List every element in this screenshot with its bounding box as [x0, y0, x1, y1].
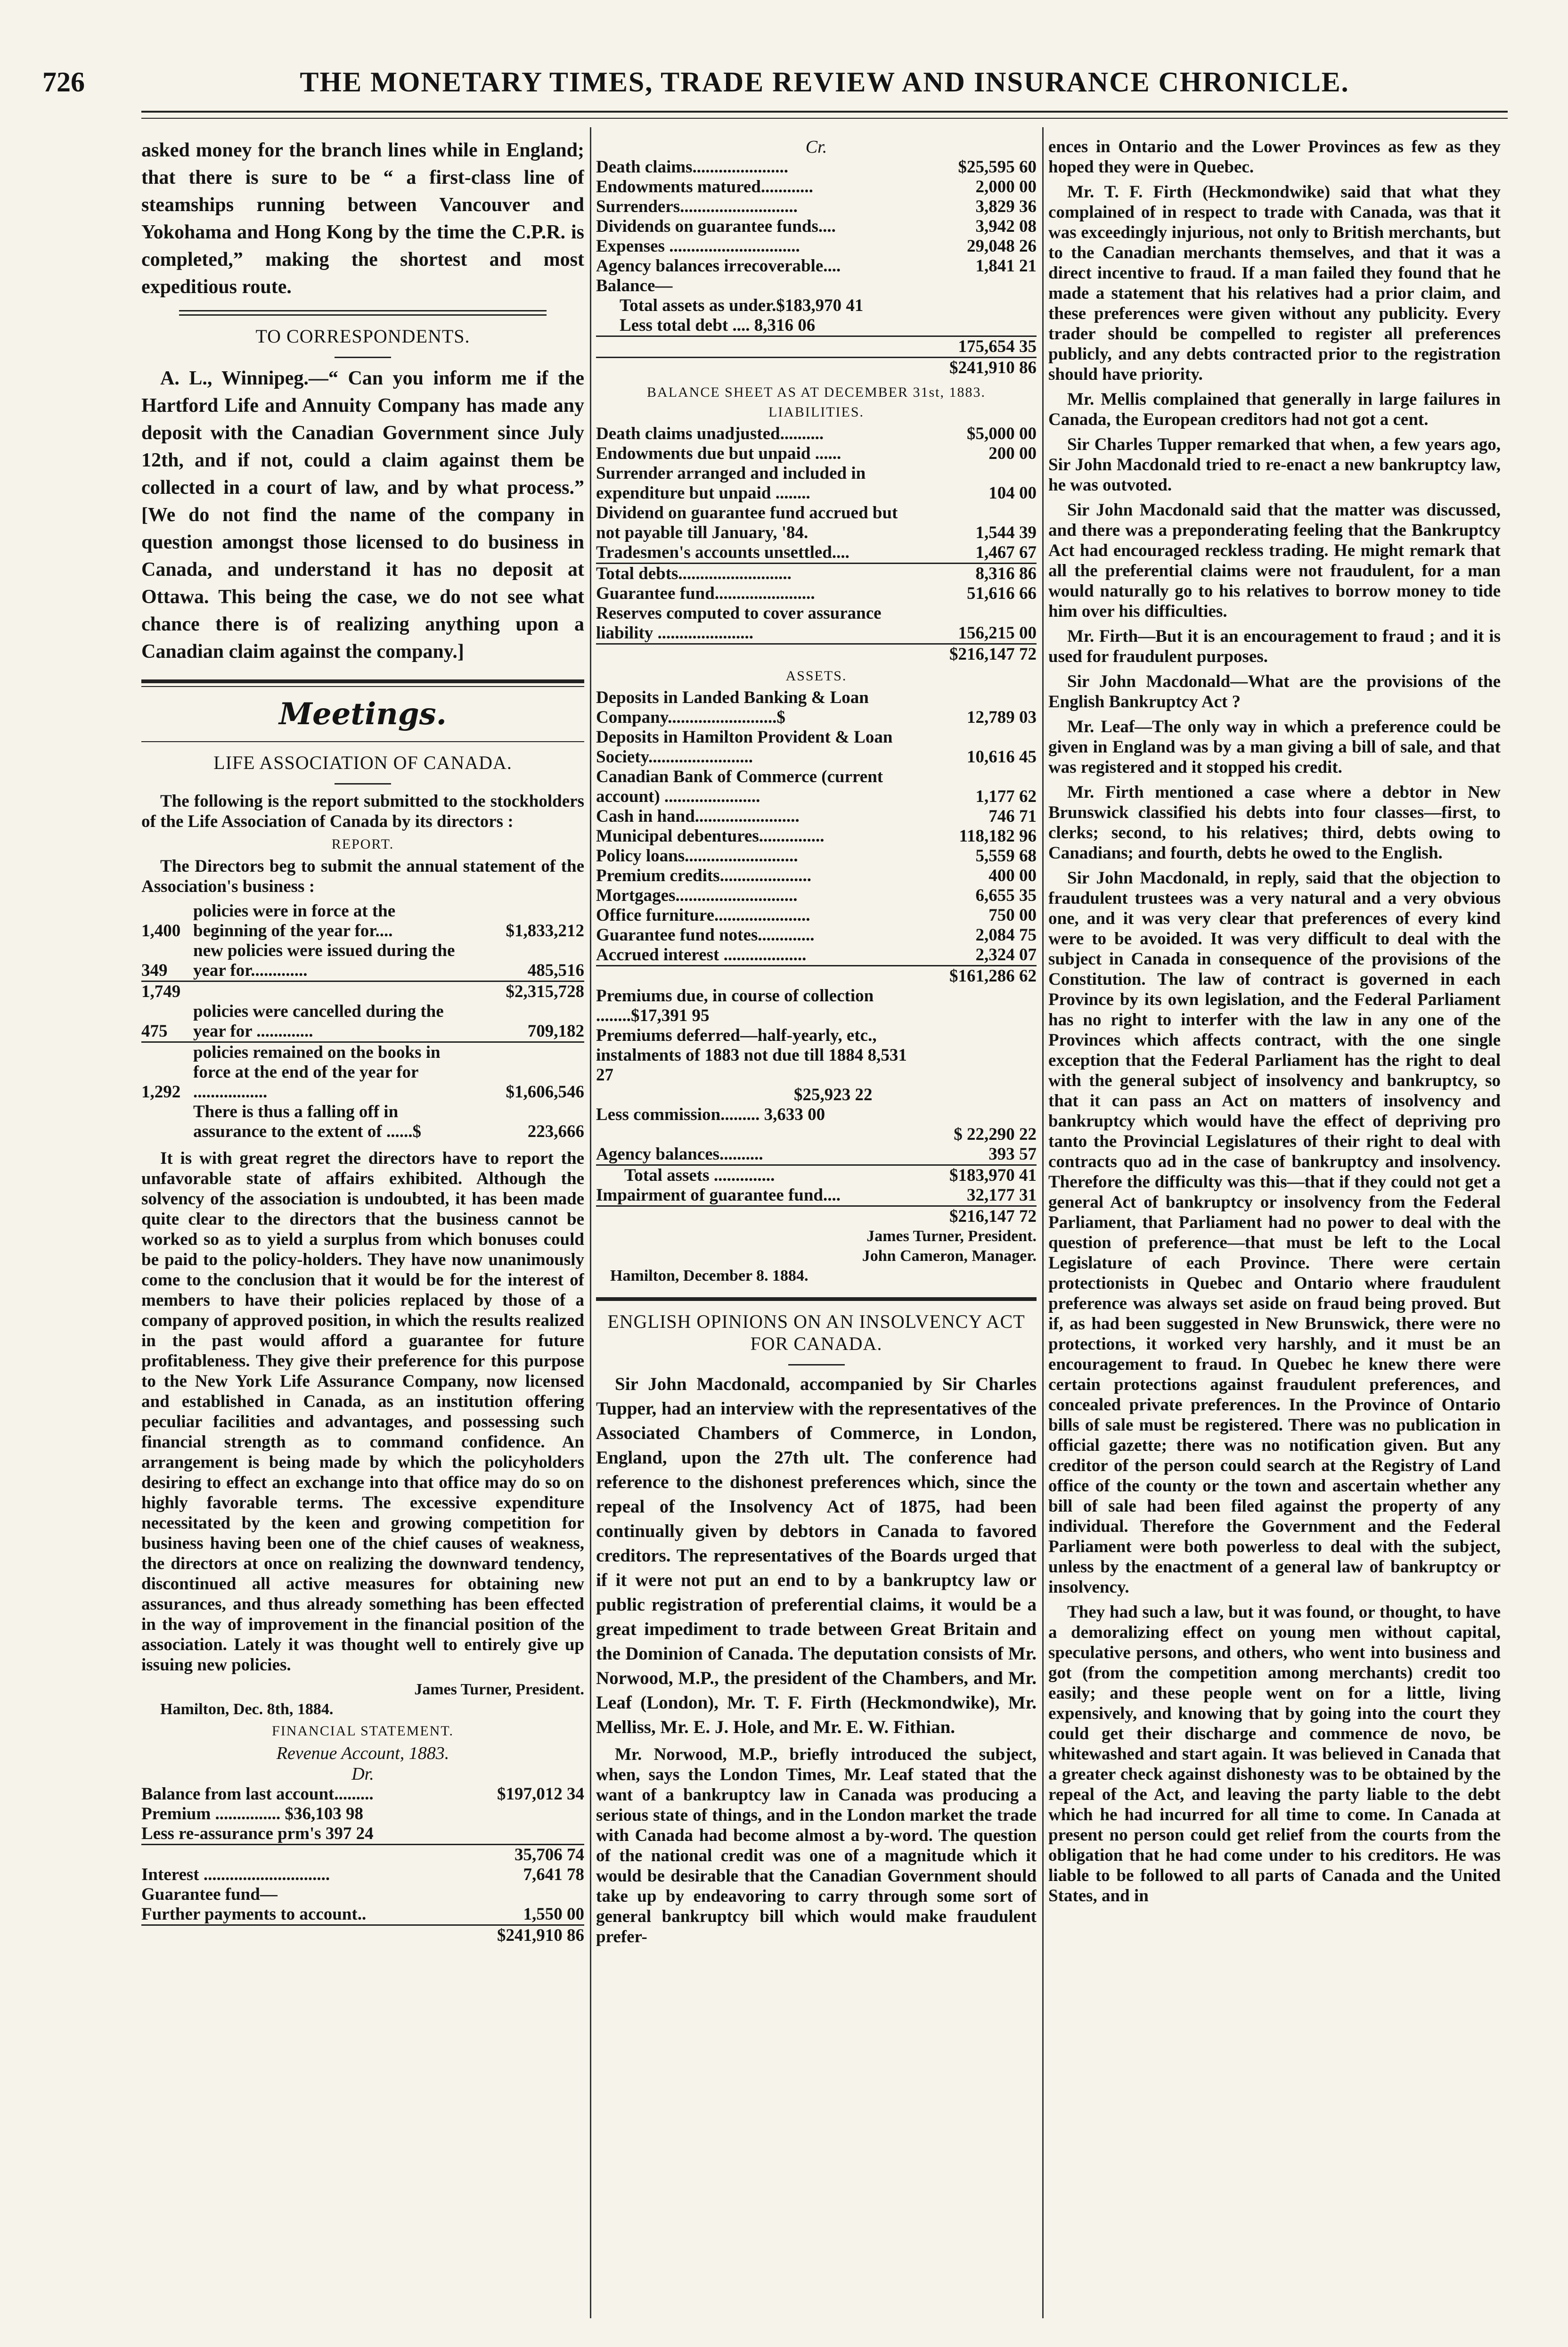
- signature-place: Hamilton, December 8. 1884.: [610, 1267, 808, 1284]
- table-row: Deposits in Hamilton Provident & Loan Society........................ 10,616 45: [596, 728, 1037, 767]
- signature: James Turner, President.: [866, 1227, 1037, 1245]
- table-row: Impairment of guarantee fund.... 32,177 31: [596, 1186, 1037, 1205]
- page-number: 726: [42, 66, 85, 98]
- premiums-table: [596, 986, 1037, 1227]
- meetings-heading: Meetings.: [279, 696, 447, 732]
- table-row: There is thus a falling off in assurance to the extent of ......$ 223,666: [193, 1102, 584, 1141]
- short-rule: [788, 1364, 845, 1366]
- table-row: Policy loans.......................... 5,559 68: [596, 846, 1037, 866]
- signature: James Turner, President.: [414, 1681, 584, 1698]
- article-paragraph: Mr. Firth—But it is an encouragement to fraud ; and it is used for fraudulent purposes.: [1048, 627, 1501, 666]
- table-row: Agency balances.......... 393 57: [596, 1145, 1037, 1164]
- article-paragraph: ences in Ontario and the Lower Provinces as few as they hoped they were in Quebec.: [1048, 137, 1501, 177]
- section-rule: [141, 679, 584, 683]
- english-paragraph: Sir John Macdonald, accompanied by Sir Charles Tupper, had an interview with the representatives of the Associated Chambers of Commerce, in London, England, upon the 27th ult. The conference had reference to the dishonest preferences which, since the repeal of the Insolvency Act of 1875, had been continually given by debtors in Canada to favored creditors. The representatives of the Boards urged that if it were not put an end to by a bankruptcy law or public registration of preferential claims, it would be a great impediment to trade between Great Britain and the Dominion of Canada. The deputation consists of Mr. Norwood, M.P., the president of the Chambers, and Mr. Leaf (London), Mr. T. F. Firth (Heckmondwike), Mr. Melliss, Mr. E. J. Hole, and Mr. E. W. Fithian.: [596, 1374, 1037, 1737]
- table-row: 1,400 policies were in force at the beginning of the year for.... $1,833,212: [141, 901, 584, 940]
- header-rule-thin: [141, 118, 1508, 119]
- table-row: $25,923 22: [794, 1085, 873, 1104]
- assets-label: ASSETS.: [785, 668, 847, 684]
- signature-place: Hamilton, Dec. 8th, 1884.: [160, 1701, 334, 1718]
- column-2: [596, 137, 1037, 2314]
- table-row: 475 policies were cancelled during the year for ............. 709,182: [141, 1002, 584, 1041]
- table-row: 349 new policies were issued during the year for............. 485,516: [141, 941, 584, 980]
- table-row: $241,910 86: [141, 1925, 584, 1946]
- table-row: Surrenders........................... 3,829 36: [596, 197, 1037, 216]
- header-rule: [141, 111, 1508, 113]
- table-row: $216,147 72: [596, 1206, 1037, 1227]
- column-divider: [590, 127, 591, 2318]
- table-row: Tradesmen's accounts unsettled.... 1,467 67: [596, 543, 1037, 562]
- table-row: $216,147 72: [596, 644, 1037, 665]
- article-paragraph: Sir Charles Tupper remarked that when, a few years ago, Sir John Macdonald tried to re-enact a new bankruptcy law, he was outvoted.: [1048, 435, 1501, 495]
- table-row: Premium ............... $36,103 98: [141, 1804, 364, 1824]
- policy-table: [141, 901, 584, 1142]
- credit-table: [596, 157, 1037, 378]
- article-paragraph: Mr. T. F. Firth (Heckmondwike) said that what they complained of in respect to trade with Canada, was that it was exceedingly injurious, not only to British merchants, but to the Canadian merchants themselves, and that it was a direct incentive to fraud. If a man failed they found that he made a statement that his relatives had a prior claim, and these preferences were given without any publicity. Every trader should be compelled to register all preferences publicly, and any debts contracted prior to the registration should have priority.: [1048, 182, 1501, 384]
- table-row: Dividends on guarantee funds.... 3,942 08: [596, 217, 1037, 236]
- table-row: Endowments due but unpaid ...... 200 00: [596, 444, 1037, 463]
- table-row: Cash in hand........................ 746 71: [596, 807, 1037, 826]
- table-row: Death claims...................... $25,595 60: [596, 157, 1037, 177]
- table-row: Municipal debentures............... 118,182 96: [596, 826, 1037, 846]
- correspondents-heading: TO CORRESPONDENTS.: [255, 326, 470, 347]
- table-row: $161,286 62: [596, 966, 1037, 987]
- section-rule: [141, 741, 584, 742]
- table-row: Canadian Bank of Commerce (current account) ...................... 1,177 62: [596, 767, 1037, 806]
- table-row: $241,910 86: [596, 358, 1037, 378]
- table-row: Premium credits..................... 400 00: [596, 866, 1037, 885]
- page-title: THE MONETARY TIMES, TRADE REVIEW AND INSURANCE CHRONICLE.: [300, 66, 1349, 98]
- table-row: Total assets .............. $183,970 41: [596, 1165, 1037, 1186]
- table-row: Interest ............................. 7,641 78: [141, 1865, 584, 1884]
- table-row: Mortgages............................ 6,655 35: [596, 886, 1037, 905]
- article-paragraph: Sir John Macdonald said that the matter was discussed, and there was a preponderating feeling that the Bankruptcy Act had encouraged reckless trading. He might remark that all the preferential claims were not fraudulent, for a man would naturally go to his relatives to borrow money to tide him over his difficulties.: [1048, 500, 1501, 621]
- english-opinions-heading: ENGLISH OPINIONS ON AN INSOLVENCY ACT FOR CANADA.: [607, 1311, 1025, 1354]
- table-row: Total assets as under.$183,970 41: [620, 296, 864, 315]
- table-row: Balance—: [596, 276, 673, 295]
- debit-table: [141, 1784, 584, 1946]
- article-paragraph: Sir John Macdonald, in reply, said that the objection to fraudulent trustees was a very natural and a very obvious one, and it was very clear that preferences of every kind were to be avoided. It was very difficult to deal with the subject in Canada in consequence of the provisions of the Constitution. The law of contract is governed in each Province by its own legislation, and the Federal Parliament has no right to interfer with the law in any one of the Provinces which affects contract, with the one single exception that the Federal Parliament has the right to deal with the general subject of insolvency and bankruptcy, so that it can pass an Act on matters of insolvency and bankruptcy which would have the effect of depriving pro tanto the Provincial Legislatures of their right to deal with contracts quo ad in the case of bankruptcy and insolvency. Therefore the difficulty was this—that if they could not get a general Act of bankruptcy or insolvency from the Federal Parliament, that Parliament had no power to deal with the question of preference—that must be left to the Local Legislature of each Province. There were certain protectionists in Quebec and Ontario where fraudulent preference was always set aside on fraud being proved. But if, as had been suggested in New Brunswick, there were no protections, it worked very harshly, and it must be an encouragement to fraud. In Quebec he knew there were certain protections against fraudulent preferences, and concealed private preferences. In the Province of Ontario bills of sale must be registered. There was no publication in official gazette; there was no notification given. But any creditor of the person could search at the Registry of Land office of the county or the town and ascertain whether any bill of sale had been filed against the property of any individual. Therefore the Government and the Federal Parliament were both powerless to deal with the subject, unless by the enactment of a general law of bankruptcy or insolvency.: [1048, 868, 1501, 1597]
- section-rule: [596, 1297, 1037, 1301]
- balance-sheet-heading: BALANCE SHEET AS AT DECEMBER 31st, 1883.: [647, 384, 986, 400]
- report-label: REPORT.: [331, 836, 394, 852]
- column-1: [141, 137, 584, 2314]
- article-paragraph: Mr. Mellis complained that generally in large failures in Canada, the European creditors had not got a cent.: [1048, 390, 1501, 429]
- table-row: Premiums deferred—half-yearly, etc., instalments of 1883 not due till 1884 8,531 27: [596, 1026, 907, 1085]
- assets-table: [596, 688, 1037, 986]
- life-association-heading: LIFE ASSOCIATION OF CANADA.: [213, 752, 512, 773]
- table-row: Agency balances irrecoverable.... 1,841 21: [596, 256, 1037, 276]
- table-row: Office furniture...................... 750 00: [596, 906, 1037, 925]
- table-row: 1,749 $2,315,728: [141, 982, 584, 1001]
- intro-paragraph: asked money for the branch lines while in England; that there is sure to be “ a first-class line of steamships running between Vancouver and Yokohama and Hong Kong by the time the C.P.R. is completed,” making the shortest and most expeditious route.: [141, 139, 584, 298]
- short-rule: [335, 783, 391, 785]
- article-paragraph: Mr. Firth mentioned a case where a debtor in New Brunswick classified his debts into four classes—first, to clerks; second, to his relatives; third, debts owing to Canadians; and fourth, debts he owed to the English.: [1048, 783, 1501, 863]
- page-header: [42, 57, 1512, 104]
- table-row: Balance from last account......... $197,012 34: [141, 1784, 584, 1804]
- short-rule: [335, 357, 391, 358]
- liabilities-label: LIABILITIES.: [768, 404, 865, 420]
- table-row: Surrender arranged and included in expenditure but unpaid ........ 104 00: [596, 464, 1037, 503]
- signature: John Cameron, Manager.: [862, 1247, 1037, 1265]
- table-row: $ 22,290 22: [954, 1125, 1037, 1144]
- english-paragraph: Mr. Norwood, M.P., briefly introduced the subject, when, says the London Times, Mr. Leaf stated that the want of a bankruptcy law in Canada was producing a serious state of things, and in the London market the trade with Canada had become almost a by-word. The question of the national credit was one of a magnitude which it would be desirable that the Canadian Government should take up by endeavoring to carry through some sort of general bankruptcy bill which would make fraudulent prefer-: [596, 1745, 1037, 1946]
- table-row: Dividend on guarantee fund accrued but not payable till January, '84. 1,544 39: [596, 503, 1037, 542]
- table-row: Accrued interest ................... 2,324 07: [596, 945, 1037, 965]
- article-paragraph: They had such a law, but it was found, or thought, to have a demoralizing effect on young men without capital, speculative persons, and others, who went into business and got (from the competition among merchants) credit too easily; and these people went on for a little, living expensively, and knowing that by going into the court they could get their discharge and commence de novo, be whitewashed and start again. It was believed in Canada that a greater check against dishonesty was to be obtained by the repeal of the Act, and leaving the party liable to the debt which he had incurred for all time to come. In Canada at present no person could get relief from the courts from the obligation that he had come under to his creditors. He was liable to be followed to all parts of Canada and the United States, and in: [1048, 1603, 1501, 1905]
- report-body: It is with great regret the directors have to report the unfavorable state of affairs exhibited. Although the solvency of the association is undoubted, it has been made quite clear to the directors that the business cannot be worked so as to yield a surplus from which bonuses could be paid to the policy-holders. They have now unanimously come to the conclusion that it would be for the interest of members to have their policies replaced by those of a company of approved position, in which the results realized in the past would afford a guarantee for future profitableness. They give their preference for this purpose to the New York Life Assurance Company, now licensed and established in Canada, as an institution offering peculiar facilities and advantages, and possessing such financial strength as to command confidence. An arrangement is being made by which the policyholders desiring to effect an exchange into that office may do so on highly favorable terms. The excessive expenditure necessitated by the keen and growing competition for business having been one of the chief causes of weakness, the directors at once on realizing the downward tendency, discontinued all active measures for obtaining new assurances, and thus already something has been effected in the way of improvement in the financial position of the association. Lately it was thought well to entirely give up issuing new policies.: [141, 1149, 584, 1675]
- revenue-account-label: Revenue Account, 1883.: [276, 1743, 449, 1763]
- table-row: 35,706 74: [141, 1845, 584, 1865]
- table-row: Premiums due, in course of collection ........$17,391 95: [596, 986, 874, 1025]
- table-row: Less total debt .... 8,316 06: [620, 316, 816, 335]
- column-divider: [1042, 127, 1044, 2318]
- table-row: Death claims unadjusted.......... $5,000 00: [596, 424, 1037, 443]
- article-paragraph: Sir John Macdonald—What are the provisions of the English Bankruptcy Act ?: [1048, 672, 1501, 711]
- table-row: Deposits in Landed Banking & Loan Company.........................$ 12,789 03: [596, 688, 1037, 727]
- credit-label: Cr.: [805, 137, 827, 157]
- column-3: [1048, 137, 1501, 2314]
- life-intro: The following is the report submitted to the stockholders of the Life Association of Canada by its directors :: [141, 792, 584, 831]
- liabilities-table: [596, 424, 1037, 664]
- table-row: Less re-assurance prm's 397 24: [141, 1824, 374, 1843]
- table-row: Guarantee fund....................... 51,616 66: [596, 584, 1037, 603]
- table-row: Expenses .............................. 29,048 26: [596, 237, 1037, 256]
- report-intro: The Directors beg to submit the annual statement of the Association's business :: [141, 857, 584, 896]
- table-row: Guarantee fund notes............. 2,084 75: [596, 925, 1037, 945]
- financial-statement-label: FINANCIAL STATEMENT.: [272, 1723, 454, 1739]
- table-row: Total debts.......................... 8,316 86: [596, 564, 1037, 583]
- article-paragraph: Mr. Leaf—The only way in which a preference could be given in England was by a man giving a bill of sale, and that was registered and it stopped his credit.: [1048, 717, 1501, 777]
- table-row: 1,292 policies remained on the books in force at the end of the year for ................. $1,606,546: [141, 1043, 584, 1102]
- table-row: Less commission......... 3,633 00: [596, 1105, 825, 1124]
- section-rule: [141, 686, 584, 687]
- table-row: Guarantee fund—: [141, 1885, 278, 1904]
- debit-label: Dr.: [351, 1764, 374, 1784]
- table-row: Reserves computed to cover assurance liability ...................... 156,215 00: [596, 604, 1037, 643]
- section-rule: [179, 310, 547, 316]
- table-row: Endowments matured............ 2,000 00: [596, 177, 1037, 196]
- correspondents-text: A. L., Winnipeg.—“ Can you inform me if the Hartford Life and Annuity Company has made any deposit with the Canadian Government since July 12th, and if not, could a claim against them be collected in a court of law, and by what process.” [We do not find the name of the company in question amongst those licensed to do business in Canada, and understand it has no deposit at Ottawa. This being the case, we do not see what chance there is of realizing anything upon a Canadian claim against the company.]: [141, 368, 584, 662]
- table-row: 175,654 35: [596, 336, 1037, 358]
- table-row: Further payments to account.. 1,550 00: [141, 1905, 584, 1924]
